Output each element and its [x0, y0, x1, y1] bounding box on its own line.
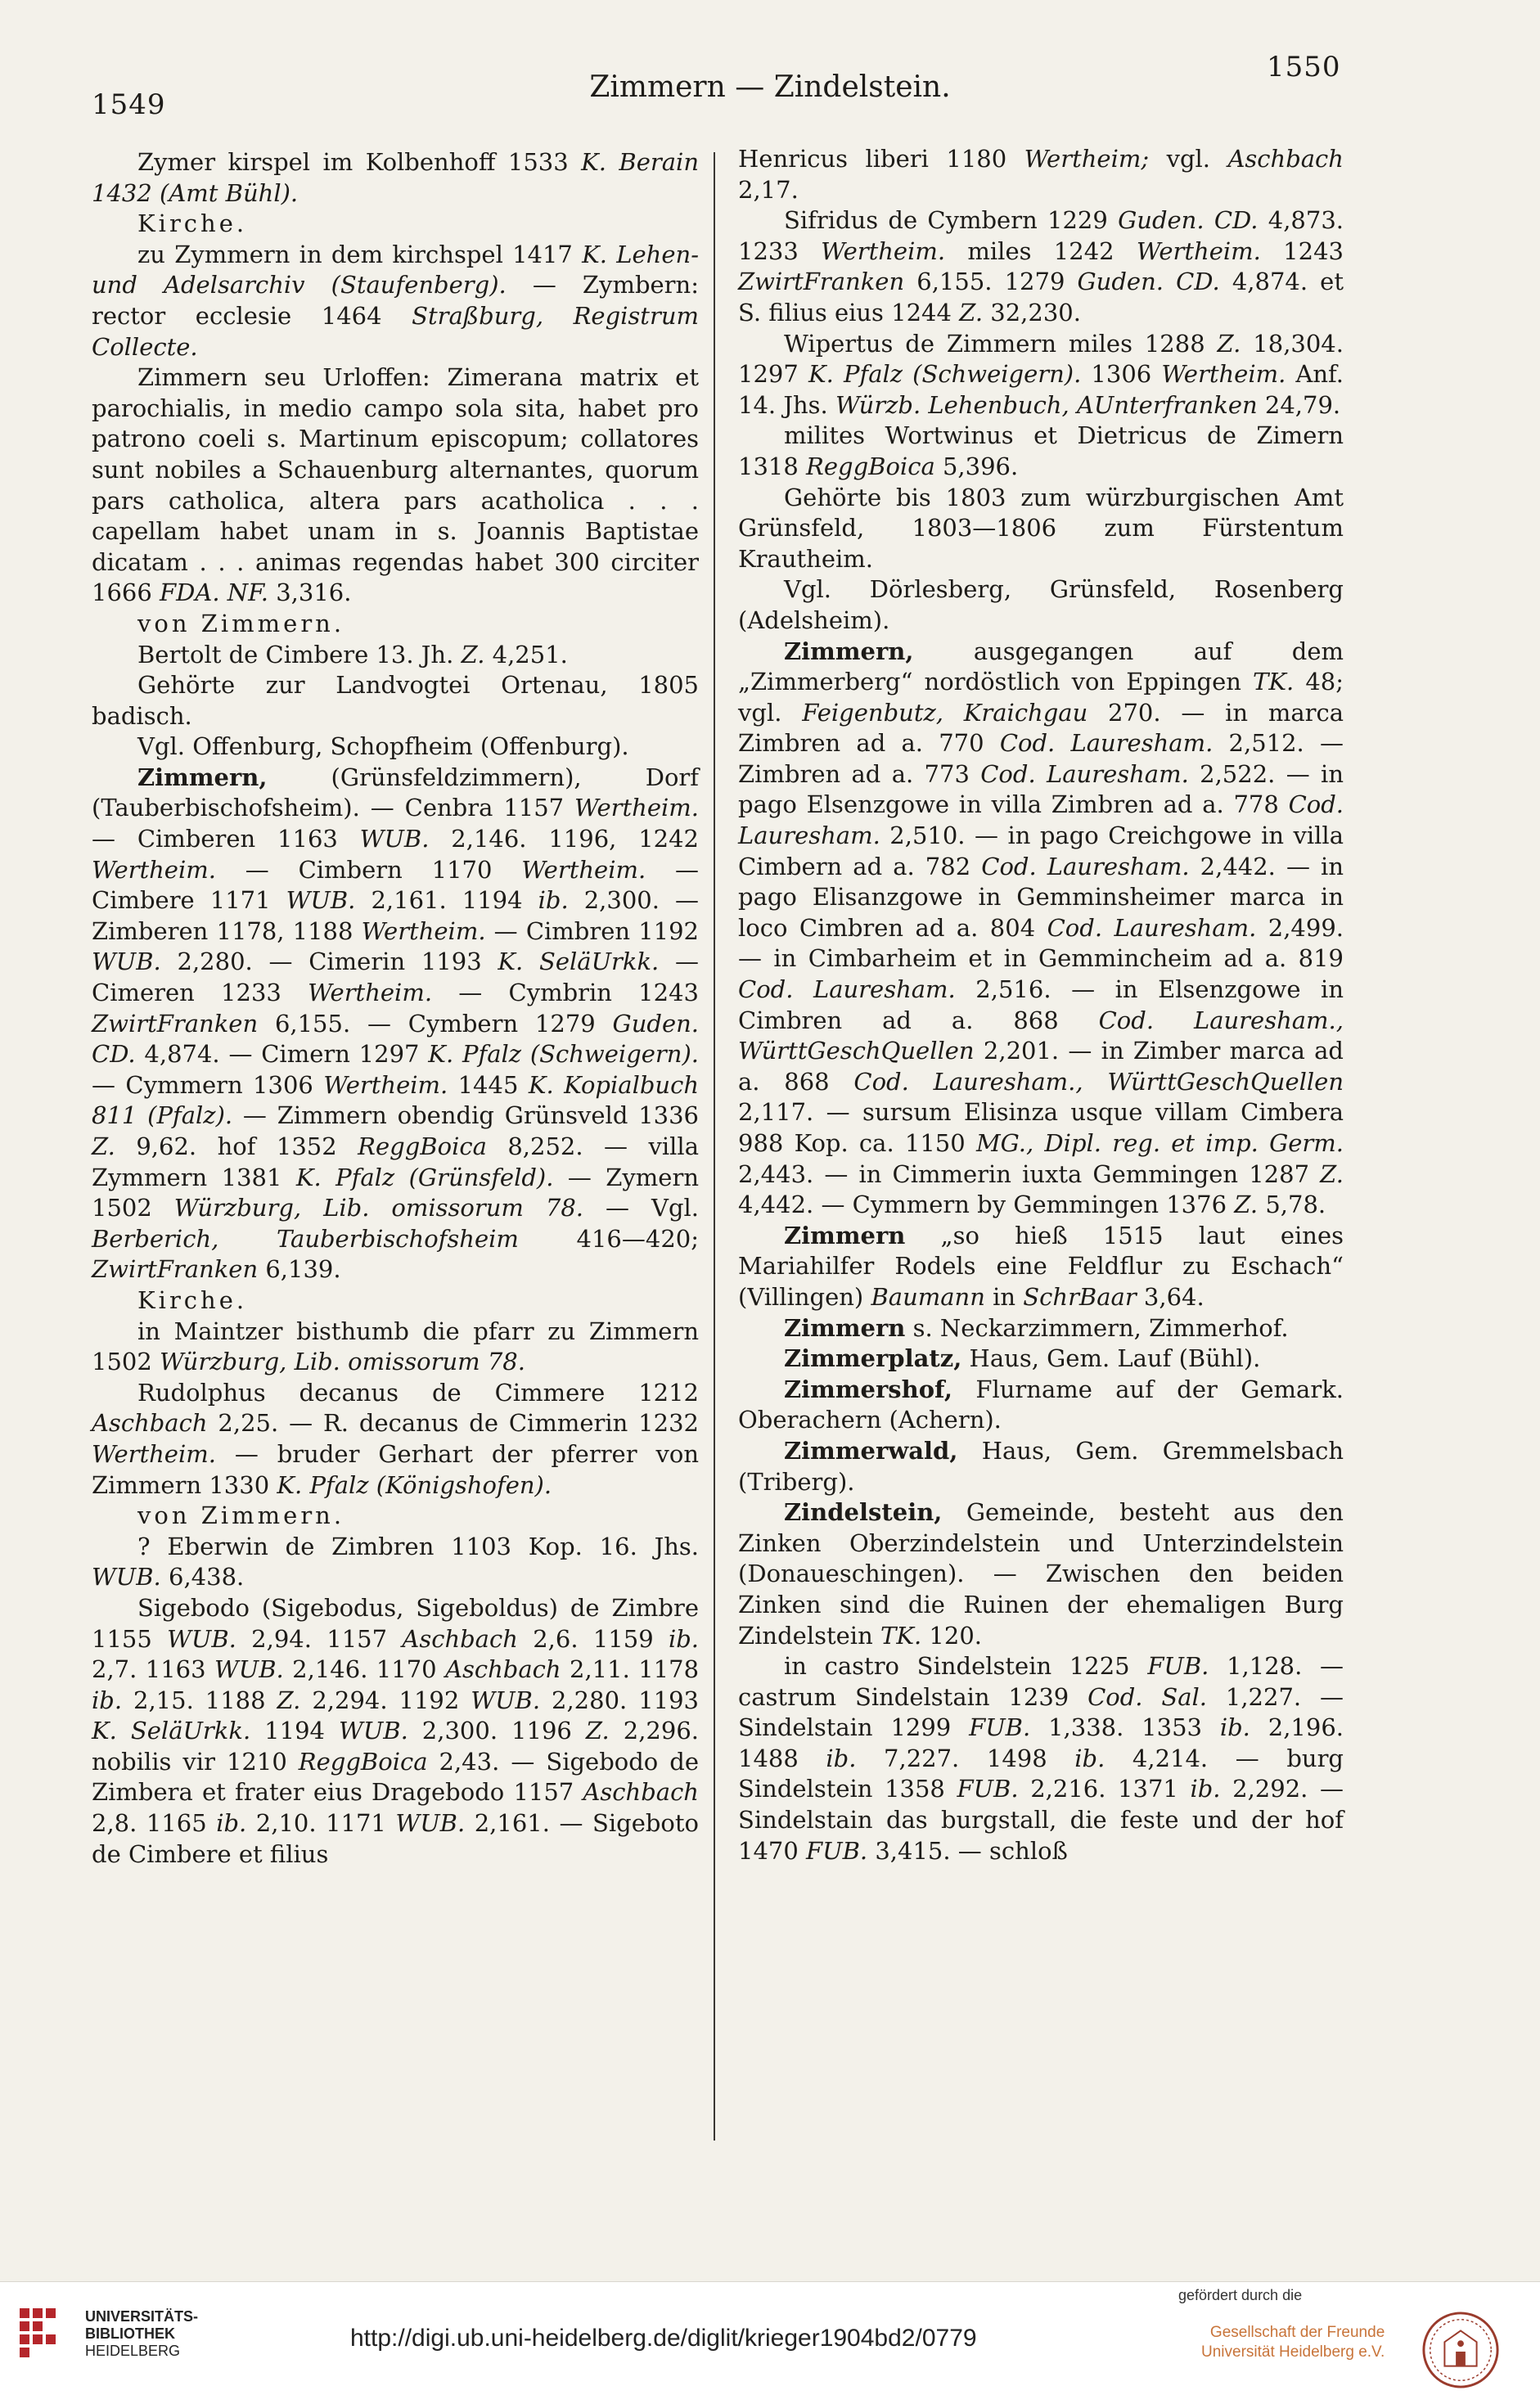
left-column-paragraph: Rudolphus decanus de Cimmere 1212 Aschbach 2,25. — R. decanus de Cimmerin 1232 Wertheim. — bruder Gerhart der pferrer von Zimmern 1330 K. Pfalz (Königshofen).	[92, 1378, 699, 1499]
right-column-paragraph: Sifridus de Cymbern 1229 Guden. CD. 4,873. 1233 Wertheim. miles 1242 Wertheim. 1243 ZwirtFranken 6,155. 1279 Guden. CD. 4,874. et S. filius eius 1244 Z. 32,230.	[738, 206, 1344, 326]
ub-heidelberg-logo-icon	[16, 2303, 74, 2361]
left-column-paragraph: Bertolt de Cimbere 13. Jh. Z. 4,251.	[137, 640, 568, 669]
subheading: von Zimmern.	[137, 609, 345, 637]
right-column-paragraph: in castro Sindelstein 1225 FUB. 1,128. — castrum Sindelstain 1239 Cod. Sal. 1,227. — Sindelstain 1299 FUB. 1,338. 1353 ib. 2,196. 1488 ib. 7,227. 1498 ib. 4,214. — burg Sindelstein 1358 FUB. 2,216. 1371 ib. 2,292. — Sindelstain das burgstall, die feste und der hof 1470 FUB. 3,415. — schloß	[738, 1652, 1344, 1865]
right-column-paragraph: Henricus liberi 1180 Wertheim; vgl. Aschbach 2,17.	[738, 145, 1344, 204]
page-number-right: 1550	[1267, 51, 1341, 83]
left-column-paragraph: Sigebodo (Sigebodus, Sigeboldus) de Zimbre 1155 WUB. 2,94. 1157 Aschbach 2,6. 1159 ib. 2,7. 1163 WUB. 2,146. 1170 Aschbach 2,11. 1178 ib. 2,15. 1188 Z. 2,294. 1192 WUB. 2,280. 1193 K. SeläUrkk. 1194 WUB. 2,300. 1196 Z. 2,296. nobilis vir 1210 ReggBoica 2,43. — Sigebodo de Zimbera et frater eius Dragebodo 1157 Aschbach 2,8. 1165 ib. 2,10. 1171 WUB. 2,161. — Sigeboto de Cimbere et filius	[92, 1593, 700, 1868]
left-column-paragraph: Zimmern seu Urloffen: Zimerana matrix et parochialis, in medio campo sola sita, habet pro patrono coeli s. Martinum episcopum; collatores sunt nobiles a Schauenburg alternantes, quorum pars catholica, altera pars acatholica . . . capellam habet unam in s. Joannis Baptistae dicatam . . . animas regendas habet 300 circiter 1666 FDA. NF. 3,316.	[92, 363, 699, 607]
right-column-paragraph: Zimmershof, Flurname auf der Gemark. Oberachern (Achern).	[738, 1375, 1344, 1434]
left-column-paragraph: Gehörte zur Landvogtei Ortenau, 1805 badisch.	[92, 671, 699, 730]
right-column-paragraph: Wipertus de Zimmern miles 1288 Z. 18,304. 1297 K. Pfalz (Schweigern). 1306 Wertheim. Anf. 14. Jhs. Würzb. Lehenbuch, AUnterfranken 24,79.	[738, 329, 1344, 419]
right-column-paragraph: Vgl. Dörlesberg, Grünsfeld, Rosenberg (Adelsheim).	[738, 575, 1344, 634]
sponsor-name[interactable]	[1201, 2323, 1385, 2362]
sponsor-name-line2: Universität Heidelberg e.V.	[1201, 2343, 1385, 2361]
left-column-paragraph: ? Eberwin de Zimbren 1103 Kop. 16. Jhs. WUB. 6,438.	[92, 1532, 699, 1591]
left-column-paragraph: Zimmern, (Grünsfeldzimmern), Dorf (Tauberbischofsheim). — Cenbra 1157 Wertheim. — Cimberen 1163 WUB. 2,146. 1196, 1242 Wertheim. — Cimbern 1170 Wertheim. — Cimbere 1171 WUB. 2,161. 1194 ib. 2,300. — Zimberen 1178, 1188 Wertheim. — Cimbren 1192 WUB. 2,280. — Cimerin 1193 K. SeläUrkk. — Cimeren 1233 Wertheim. — Cymbrin 1243 ZwirtFranken 6,155. — Cymbern 1279 Guden. CD. 4,874. — Cimern 1297 K. Pfalz (Schweigern). — Cymmern 1306 Wertheim. 1445 K. Kopialbuch 811 (Pfalz). — Zimmern obendig Grünsveld 1336 Z. 9,62. hof 1352 ReggBoica 8,252. — villa Zymmern 1381 K. Pfalz (Grünsfeld). — Zymern 1502 Würzburg, Lib. omissorum 78. — Vgl. Berberich, Tauberbischofsheim 416—420; ZwirtFranken 6,139.	[92, 763, 700, 1284]
column-divider	[714, 152, 715, 2141]
right-column-paragraph: Gehörte bis 1803 zum würzburgischen Amt Grünsfeld, 1803—1806 zum Fürstentum Krautheim.	[738, 483, 1344, 573]
page-number-left: 1549	[92, 88, 166, 121]
right-column-paragraph: Zimmern s. Neckarzimmern, Zimmerhof.	[784, 1313, 1289, 1342]
sponsor-label: gefördert durch die	[1178, 2287, 1303, 2303]
right-column-paragraph: Zimmern „so hieß 1515 laut eines Mariahilfer Rodels eine Feldflur zu Eschach“ (Villingen) Baumann in SchrBaar 3,64.	[738, 1221, 1344, 1311]
running-head: Zimmern — Zindelstein.	[589, 70, 951, 104]
left-column-paragraph: Zymer kirspel im Kolbenhoff 1533 K. Berain 1432 (Amt Bühl).	[92, 148, 699, 207]
viewer-footer	[0, 2281, 1540, 2395]
left-column-paragraph: Vgl. Offenburg, Schopfheim (Offenburg).	[137, 732, 629, 761]
right-column-paragraph: milites Wortwinus et Dietricus de Zimern 1318 ReggBoica 5,396.	[738, 421, 1344, 480]
right-column-paragraph: Zimmerwald, Haus, Gem. Gremmelsbach (Triberg).	[738, 1436, 1344, 1496]
library-logo[interactable]	[16, 2297, 213, 2379]
subheading: von Zimmern.	[137, 1501, 345, 1530]
subheading: Kirche.	[137, 209, 248, 238]
library-name-line1: UNIVERSITÄTS-	[85, 2308, 199, 2325]
library-name-line3: HEIDELBERG	[85, 2343, 181, 2359]
permalink-url[interactable]: http://digi.ub.uni-heidelberg.de/diglit/krieger1904bd2/0779	[350, 2325, 977, 2352]
left-column-paragraph: zu Zymmern in dem kirchspel 1417 K. Lehen- und Adelsarchiv (Staufenberg). — Zymbern: rector ecclesie 1464 Straßburg, Registrum Collecte.	[92, 240, 700, 361]
right-column	[738, 144, 1344, 1866]
right-column-paragraph: Zimmern, ausgegangen auf dem „Zimmerberg“ nordöstlich von Eppingen TK. 48; vgl. Feigenbutz, Kraichgau 270. — in marca Zimbren ad a. 770 Cod. Lauresham. 2,512. — Zimbren ad a. 773 Cod. Lauresham. 2,522. — in pago Elsenzgowe in villa Zimbren ad a. 778 Cod. Lauresham. 2,510. — in pago Creichgowe in villa Cimbern ad a. 782 Cod. Lauresham. 2,442. — in pago Elisanzgowe in Gemminsheimer marca in loco Cimbren ad a. 804 Cod. Lauresham. 2,499. — in Cimbarheim et in Gemmincheim ad a. 819 Cod. Lauresham. 2,516. — in Elsenzgowe in Cimbren ad a. 868 Cod. Lauresham., WürttGeschQuellen 2,201. — in Zimber marca ad a. 868 Cod. Lauresham., WürttGeschQuellen 2,117. — sursum Elisinza usque villam Cimbera 988 Kop. ca. 1150 MG., Dipl. reg. et imp. Germ. 2,443. — in Cimmerin iuxta Gemmingen 1287 Z. 4,442. — Cymmern by Gemmingen 1376 Z. 5,78.	[738, 637, 1344, 1219]
university-seal-icon	[1421, 2310, 1501, 2390]
subheading: Kirche.	[137, 1285, 248, 1314]
library-name-line2: BIBLIOTHEK	[85, 2325, 175, 2342]
right-column-paragraph: Zimmerplatz, Haus, Gem. Lauf (Bühl).	[784, 1344, 1261, 1373]
left-column	[92, 147, 699, 1870]
right-column-paragraph: Zindelstein, Gemeinde, besteht aus den Zinken Oberzindelstein und Unterzindelstein (Donaueschingen). — Zwischen den beiden Zinken sind die Ruinen der ehemaligen Burg Zindelstein TK. 120.	[738, 1498, 1344, 1650]
left-column-paragraph: in Maintzer bisthumb die pfarr zu Zimmern 1502 Würzburg, Lib. omissorum 78.	[92, 1317, 699, 1376]
sponsor-name-line1: Gesellschaft der Freunde	[1209, 2324, 1385, 2341]
